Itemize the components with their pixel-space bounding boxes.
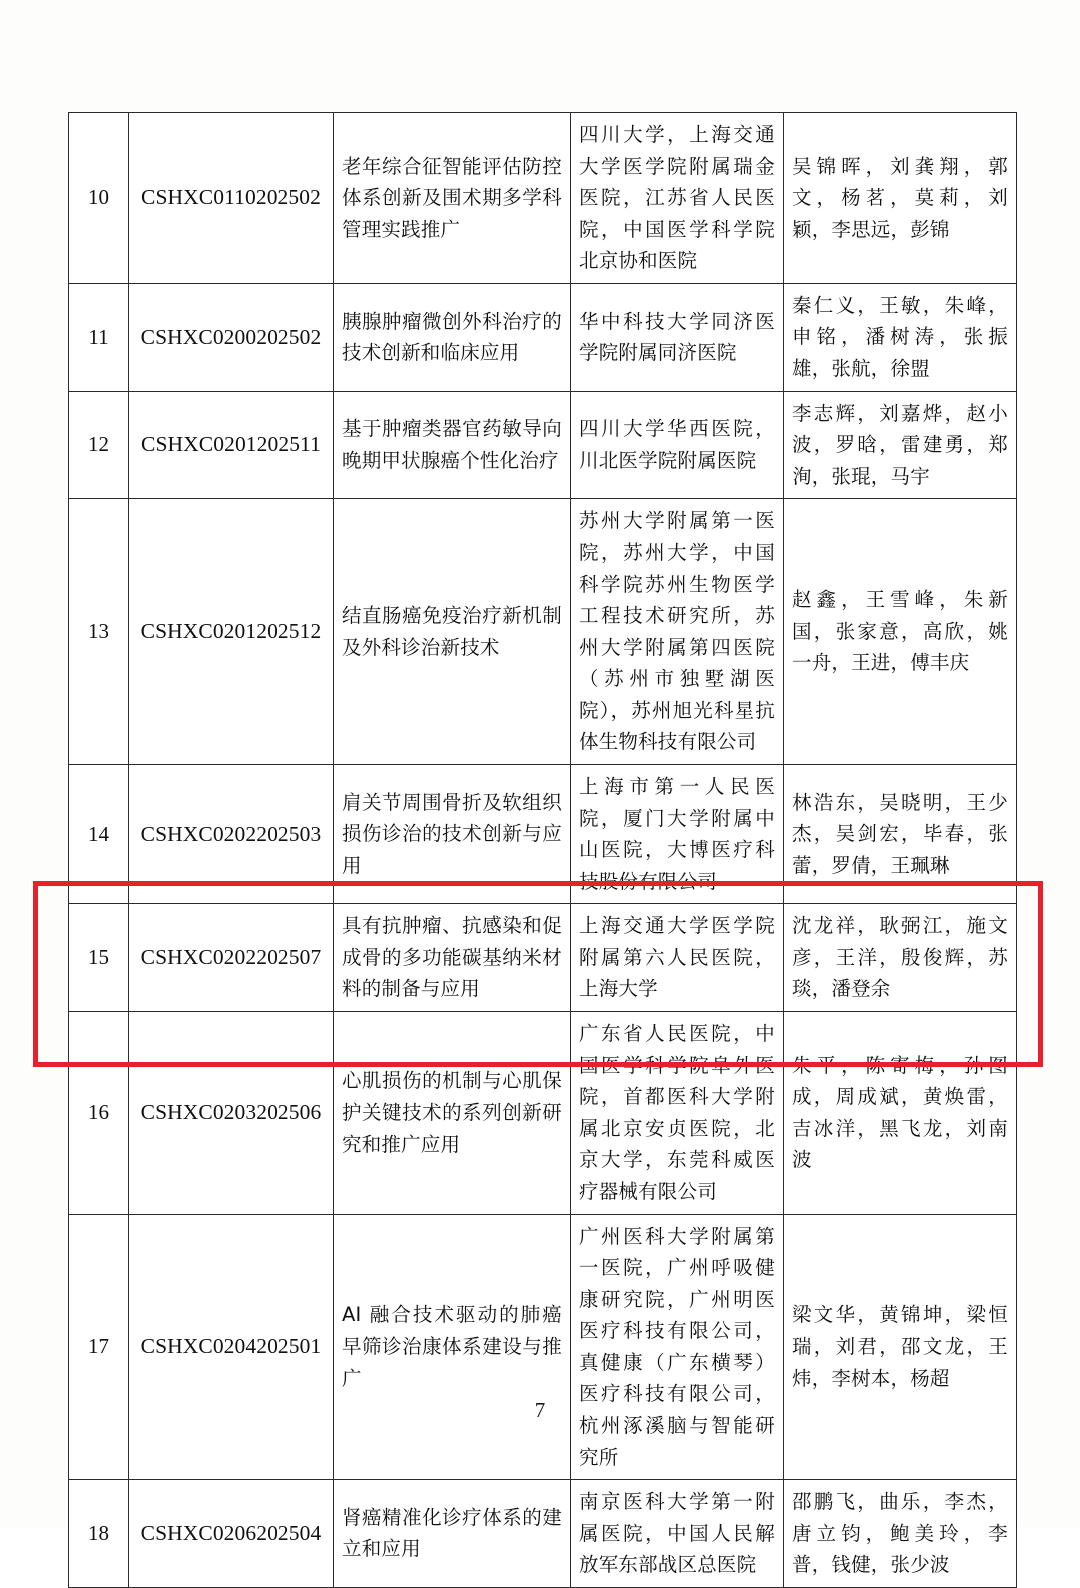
row-organizations: 四川大学华西医院，川北医学院附属医院 <box>571 391 784 499</box>
awards-table-body <box>69 113 1017 1588</box>
row-project-title: 具有抗肿瘤、抗感染和促成骨的多功能碳基纳米材料的制备与应用 <box>334 904 571 1012</box>
row-project-code: CSHXC0206202504 <box>129 1480 334 1588</box>
row-project-code: CSHXC0203202506 <box>129 1012 334 1214</box>
table-row <box>69 391 1017 499</box>
row-contributors: 邵鹏飞，曲乐，李杰，唐立钧，鲍美玲，李普，钱健，张少波 <box>784 1480 1017 1588</box>
row-organizations: 南京医科大学第一附属医院，中国人民解放军东部战区总医院 <box>571 1480 784 1588</box>
row-sequence-number: 10 <box>69 113 129 284</box>
table-row <box>69 113 1017 284</box>
row-contributors: 李志辉，刘嘉烨，赵小波，罗晗，雷建勇，郑洵，张琨，马宇 <box>784 391 1017 499</box>
row-project-code: CSHXC0200202502 <box>129 283 334 391</box>
row-contributors: 朱平，陈寄梅，孙图成，周成斌，黄焕雷，吉冰洋，黑飞龙，刘南波 <box>784 1012 1017 1214</box>
awards-table <box>68 112 1017 1588</box>
row-sequence-number: 11 <box>69 283 129 391</box>
row-sequence-number: 17 <box>69 1214 129 1480</box>
table-row-highlighted <box>69 1012 1017 1214</box>
row-contributors: 林浩东，吴晓明，王少杰，吴剑宏，毕春，张蕾，罗倩，王珮琳 <box>784 764 1017 903</box>
row-contributors: 梁文华，黄锦坤，梁恒瑞，刘君，邵文龙，王炜，李树本，杨超 <box>784 1214 1017 1480</box>
row-contributors: 赵鑫，王雪峰，朱新国，张家意，高欣，姚一舟，王进，傅丰庆 <box>784 499 1017 765</box>
row-sequence-number: 14 <box>69 764 129 903</box>
row-project-code: CSHXC0202202507 <box>129 904 334 1012</box>
table-row <box>69 904 1017 1012</box>
row-project-title: 老年综合征智能评估防控体系创新及围术期多学科管理实践推广 <box>334 113 571 284</box>
row-contributors: 吴锦晖，刘龚翔，郭文，杨茗，莫莉，刘颖，李思远，彭锦 <box>784 113 1017 284</box>
row-project-code: CSHXC0201202512 <box>129 499 334 765</box>
row-sequence-number: 13 <box>69 499 129 765</box>
row-contributors: 秦仁义，王敏，朱峰，申铭，潘树涛，张振雄，张航，徐盟 <box>784 283 1017 391</box>
row-organizations: 四川大学，上海交通大学医学院附属瑞金医院，江苏省人民医院，中国医学科学院北京协和医院 <box>571 113 784 284</box>
row-project-code: CSHXC0202202503 <box>129 764 334 903</box>
row-project-code: CSHXC0201202511 <box>129 391 334 499</box>
row-sequence-number: 15 <box>69 904 129 1012</box>
table-row <box>69 499 1017 765</box>
row-project-title: 心肌损伤的机制与心肌保护关键技术的系列创新研究和推广应用 <box>334 1012 571 1214</box>
row-organizations: 上海交通大学医学院附属第六人民医院，上海大学 <box>571 904 784 1012</box>
row-project-title: 肾癌精准化诊疗体系的建立和应用 <box>334 1480 571 1588</box>
row-project-title: AI 融合技术驱动的肺癌早筛诊治康体系建设与推广 <box>334 1214 571 1480</box>
row-contributors: 沈龙祥，耿弼江，施文彦，王洋，殷俊辉，苏琰，潘登余 <box>784 904 1017 1012</box>
row-organizations: 华中科技大学同济医学院附属同济医院 <box>571 283 784 391</box>
row-project-code: CSHXC0204202501 <box>129 1214 334 1480</box>
table-row <box>69 283 1017 391</box>
row-project-title: 基于肿瘤类器官药敏导向晚期甲状腺癌个性化治疗 <box>334 391 571 499</box>
awards-table-container <box>68 112 1016 1588</box>
table-row <box>69 1214 1017 1480</box>
row-sequence-number: 12 <box>69 391 129 499</box>
page-number: 7 <box>534 1398 546 1422</box>
row-sequence-number: 16 <box>69 1012 129 1214</box>
table-row <box>69 1480 1017 1588</box>
row-organizations: 苏州大学附属第一医院，苏州大学，中国科学院苏州生物医学工程技术研究所，苏州大学附属第四医院（苏州市独墅湖医院），苏州旭光科星抗体生物科技有限公司 <box>571 499 784 765</box>
row-project-code: CSHXC0110202502 <box>129 113 334 284</box>
row-organizations: 广州医科大学附属第一医院，广州呼吸健康研究院，广州明医医疗科技有限公司，真健康（广东横琴）医疗科技有限公司，杭州涿溪脑与智能研究所 <box>571 1214 784 1480</box>
row-project-title: 肩关节周围骨折及软组织损伤诊治的技术创新与应用 <box>334 764 571 903</box>
table-row <box>69 764 1017 903</box>
row-organizations: 广东省人民医院，中国医学科学院阜外医院，首都医科大学附属北京安贞医院，北京大学，东莞科威医疗器械有限公司 <box>571 1012 784 1214</box>
row-project-title: 结直肠癌免疫治疗新机制及外科诊治新技术 <box>334 499 571 765</box>
row-project-title: 胰腺肿瘤微创外科治疗的技术创新和临床应用 <box>334 283 571 391</box>
row-organizations: 上海市第一人民医院，厦门大学附属中山医院，大博医疗科技股份有限公司 <box>571 764 784 903</box>
row-sequence-number: 18 <box>69 1480 129 1588</box>
